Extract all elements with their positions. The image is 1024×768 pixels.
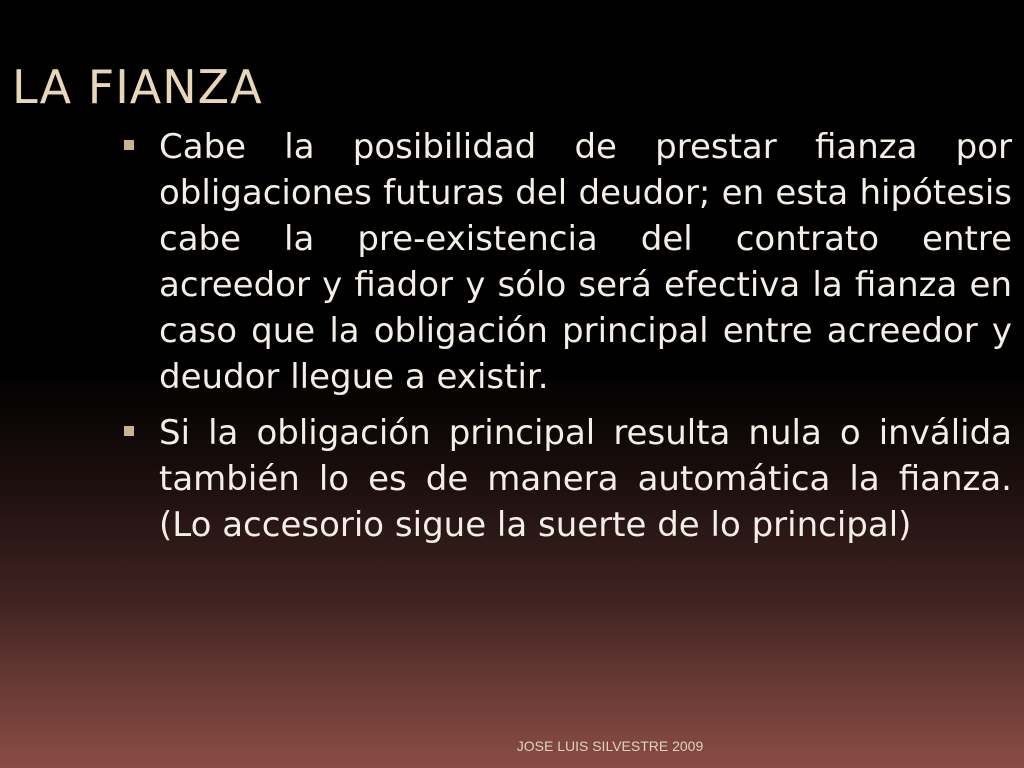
square-bullet-icon [124,140,134,150]
bullet-text: Si la obligación principal resulta nula o inválida también lo es de manera automática la fianza. (Lo accesorio sigue la suerte de lo principal) [159,413,1012,545]
slide-title: LA FIANZA [12,60,263,114]
bullet-item [122,124,1012,400]
slide-footer: JOSE LUIS SILVESTRE 2009 [516,738,704,754]
bullet-list [122,124,1012,558]
bullet-item [122,410,1012,548]
bullet-text: Cabe la posibilidad de prestar fianza por obligaciones futuras del deudor; en esta hipótesis cabe la pre-existencia del contrato entre acreedor y fiador y sólo será efectiva la fianza en caso que la obligación principal entre acreedor y deudor llegue a existir. [159,127,1012,397]
square-bullet-icon [124,426,134,436]
